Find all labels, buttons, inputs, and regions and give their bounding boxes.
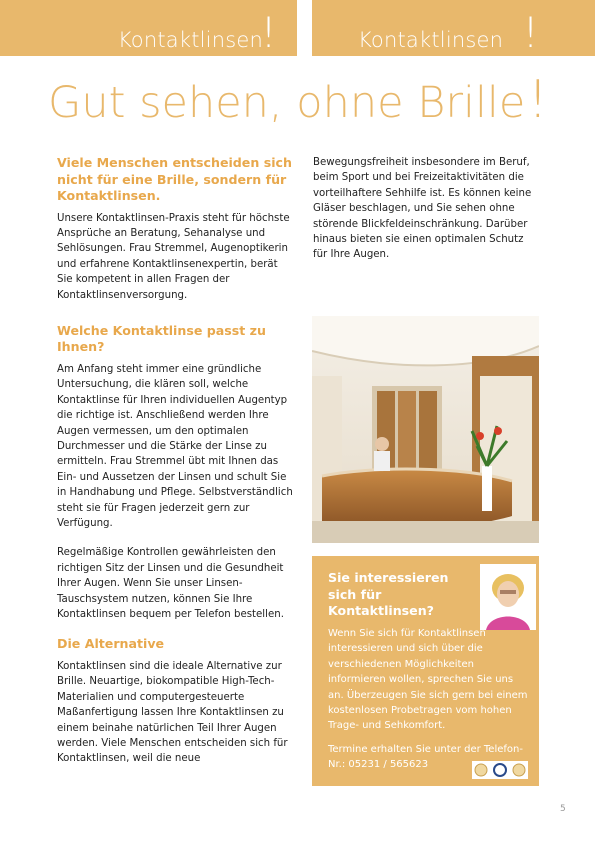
header-tab-left [0,0,297,56]
section3-heading: Die Alternative [57,636,165,652]
page-headline-text: Gut sehen, ohne Brille [48,78,526,128]
section2-para2: Regelmäßige Kontrollen gewährleisten den richtigen Sitz der Linsen und die Gesundheit Ihrer Augen. Wenn Sie unser Linsen-Tauschsystem nutzen, können Sie Ihre Kontaktlinsen bequem per Telefon bestellen. [57,547,284,621]
seal-icon-1 [474,763,488,777]
seal-icon-3 [512,763,526,777]
seal-icon-2 [493,763,507,777]
infobox-body: Wenn Sie sich für Kontaktlinsen interessieren und sich über die verschiedenen Möglichkeiten informieren wollen, sprechen Sie uns an. Überzeugen Sie sich gern bei einem kostenlosen Probetragen vom hohen Trage- und Sehkomfort. [328,628,528,732]
contact-infobox [312,556,539,786]
page-number: 5 [560,804,566,814]
right-column-body: Bewegungsfreiheit insbesondere im Beruf, beim Sport und bei Freizeitaktivitäten die vorteilhaftere Sehhilfe ist. Es können keine Gläser beschlagen, und Sie sehen ohne störende Blickfeldeinschränkung. Darüber hinaus bieten sie einen optimalen Schutz für Ihre Augen. [313,157,532,261]
header-tab-right-exclamation: ! [522,8,539,57]
header-tab-left-exclamation: ! [260,8,277,57]
reception-photo-image [312,316,539,543]
section3-body: Kontaktlinsen sind die ideale Alternative zur Brille. Neuartige, biokompatible High-Tech-Materialien und computergesteuerte Maßanfertigung lassen Ihre Kontaktlinsen zu einem beinahe natürlichen Teil Ihrer Augen werden. Viele Menschen entscheiden sich für Kontaktlinsen, weil die neue [57,660,288,765]
header-tab-left-label: Kontaktlinsen [117,28,263,52]
page-headline-bang: ! [527,70,549,130]
infobox-termine: Termine erhalten Sie unter der Telefon-Nr.: 05231 / 565623 [328,744,523,771]
header-tab-right [312,0,595,56]
intro-body: Unsere Kontaktlinsen-Praxis steht für höchste Ansprüche an Beratung, Sehanalyse und Sehlösungen. Frau Stremmel, Augenoptikerin und erfahrene Kontaktlinsenexpertin, berät Sie kompetent in allen Fragen der Kontaktlinsenversorgung. [57,212,290,301]
section2-heading: Welche Kontaktlinse passt zu Ihnen? [57,322,266,355]
right-column [313,155,539,277]
portrait-photo [480,564,536,630]
intro-heading: Viele Menschen entscheiden sich nicht für eine Brille, sondern für Kontaktlinsen. [57,155,292,203]
left-column [57,155,295,781]
page-headline [48,72,588,129]
certification-logos [472,761,528,779]
portrait-image [480,564,536,630]
infobox-heading: Sie interessieren sich für Kontaktlinsen? [328,570,449,618]
reception-photo [312,316,539,543]
section2-para1: Am Anfang steht immer eine gründliche Untersuchung, die klären soll, welche Kontaktlinse für Ihren individuellen Augentyp die richtige ist. Anschließend werden Ihre Augen vermessen, um den optimalen Durchmesser und die Stärke der Linse zu ermitteln. Frau Stremmel übt mit Ihnen das Ein- und Aussetzen der Linsen und schult Sie in Handhabung und Pflege. Selbstverständlich steht sie für Fragen jederzeit gern zur Verfügung. [57,363,293,529]
header-tab-right-label: Kontaktlinsen [358,28,504,52]
